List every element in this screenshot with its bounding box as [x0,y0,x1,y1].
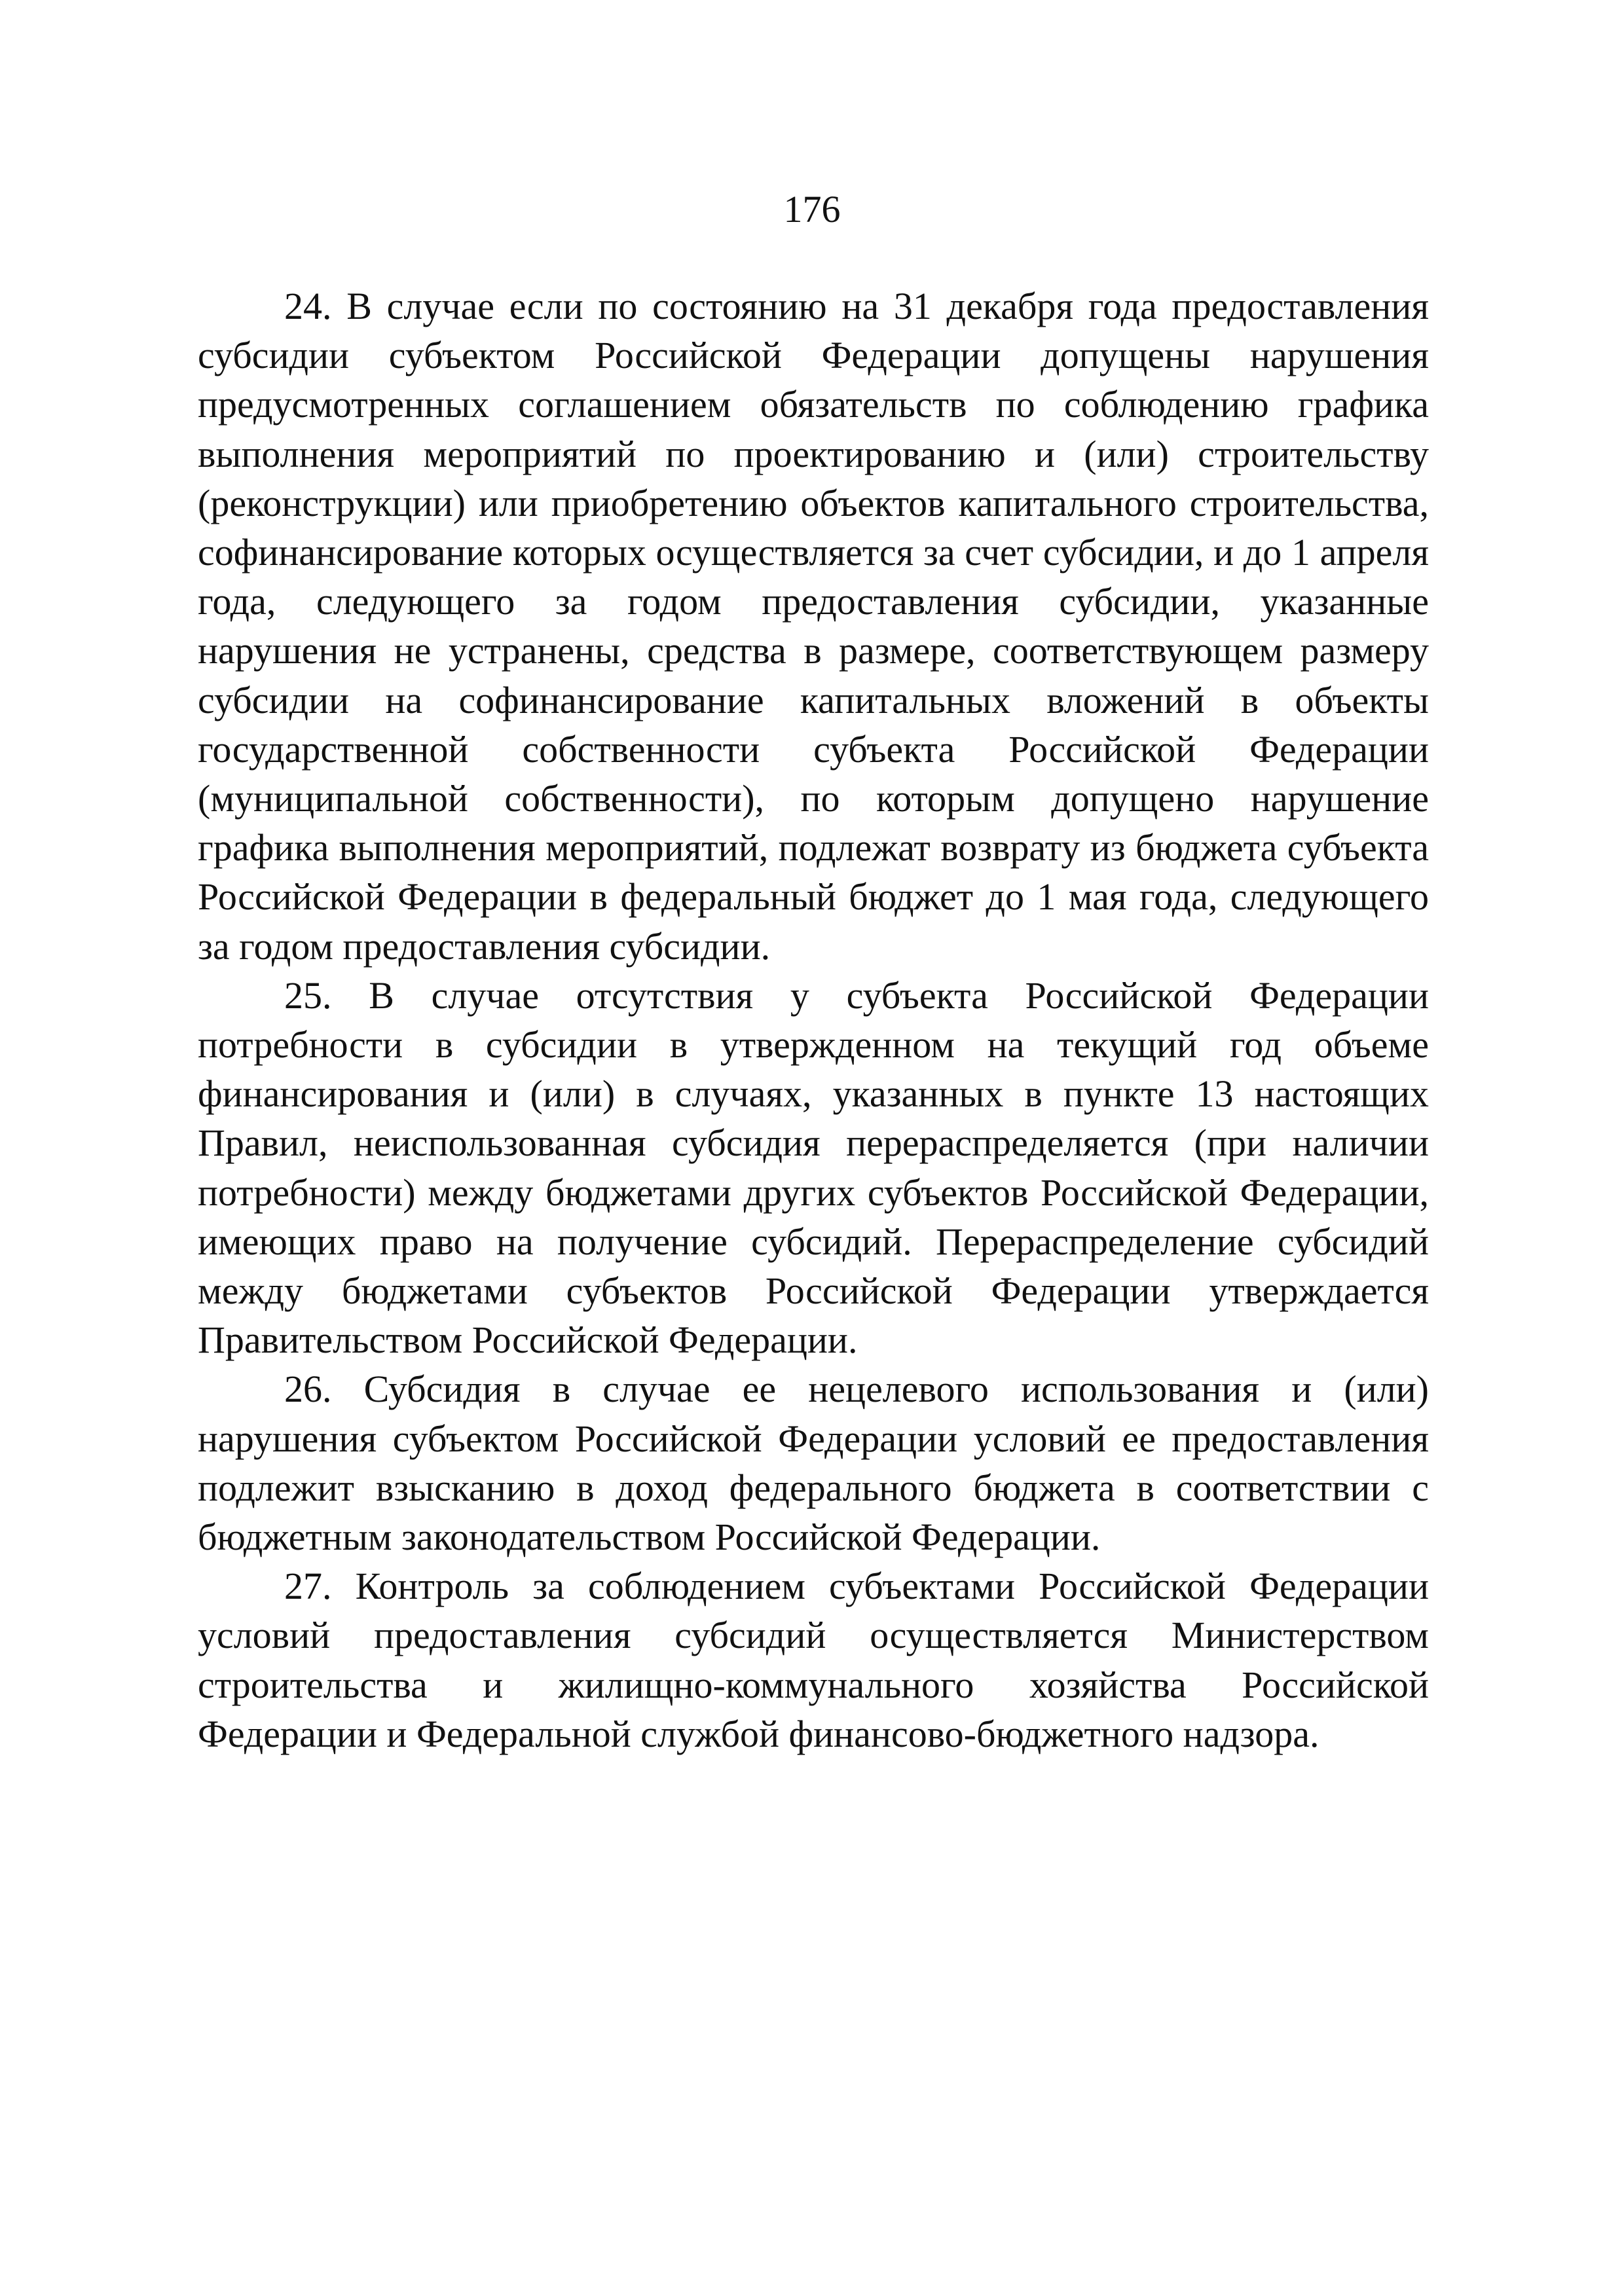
paragraph-25: 25. В случае отсутствия у субъекта Российской Федерации потребности в субсидии в утвержденном на текущий год объеме финансирования и (или) в случаях, указанных в пункте 13 настоящих Правил, неиспользованная субсидия перераспределяется (при наличии потребности) между бюджетами других субъектов Российской Федерации, имеющих право на получение субсидий. Перераспределение субсидий между бюджетами субъектов Российской Федерации утверждается Правительством Российской Федерации. [198,974,1429,1362]
document-body [198,282,1429,1758]
page-number: 176 [783,188,841,230]
paragraph-24: 24. В случае если по состоянию на 31 декабря года предоставления субсидии субъектом Российской Федерации допущены нарушения предусмотренных соглашением обязательств по соблюдению графика выполнения мероприятий по проектированию и (или) строительству (реконструкции) или приобретению объектов капитального строительства, софинансирование которых осуществляется за счет субсидии, и до 1 апреля года, следующего за годом предоставления субсидии, указанные нарушения не устранены, средства в размере, соответствующем размеру субсидии на софинансирование капитальных вложений в объекты государственной собственности субъекта Российской Федерации (муниципальной собственности), по которым допущено нарушение графика выполнения мероприятий, подлежат возврату из бюджета субъекта Российской Федерации в федеральный бюджет до 1 мая года, следующего за годом предоставления субсидии. [198,285,1429,968]
paragraph-27: 27. Контроль за соблюдением субъектами Российской Федерации условий предоставления субсидий осуществляется Министерством строительства и жилищно-коммунального хозяйства Российской Федерации и Федеральной службой финансово-бюджетного надзора. [198,1565,1429,1755]
paragraph-26: 26. Субсидия в случае ее нецелевого использования и (или) нарушения субъектом Российской Федерации условий ее предоставления подлежит взысканию в доход федерального бюджета в соответствии с бюджетным законодательством Российской Федерации. [198,1368,1429,1559]
